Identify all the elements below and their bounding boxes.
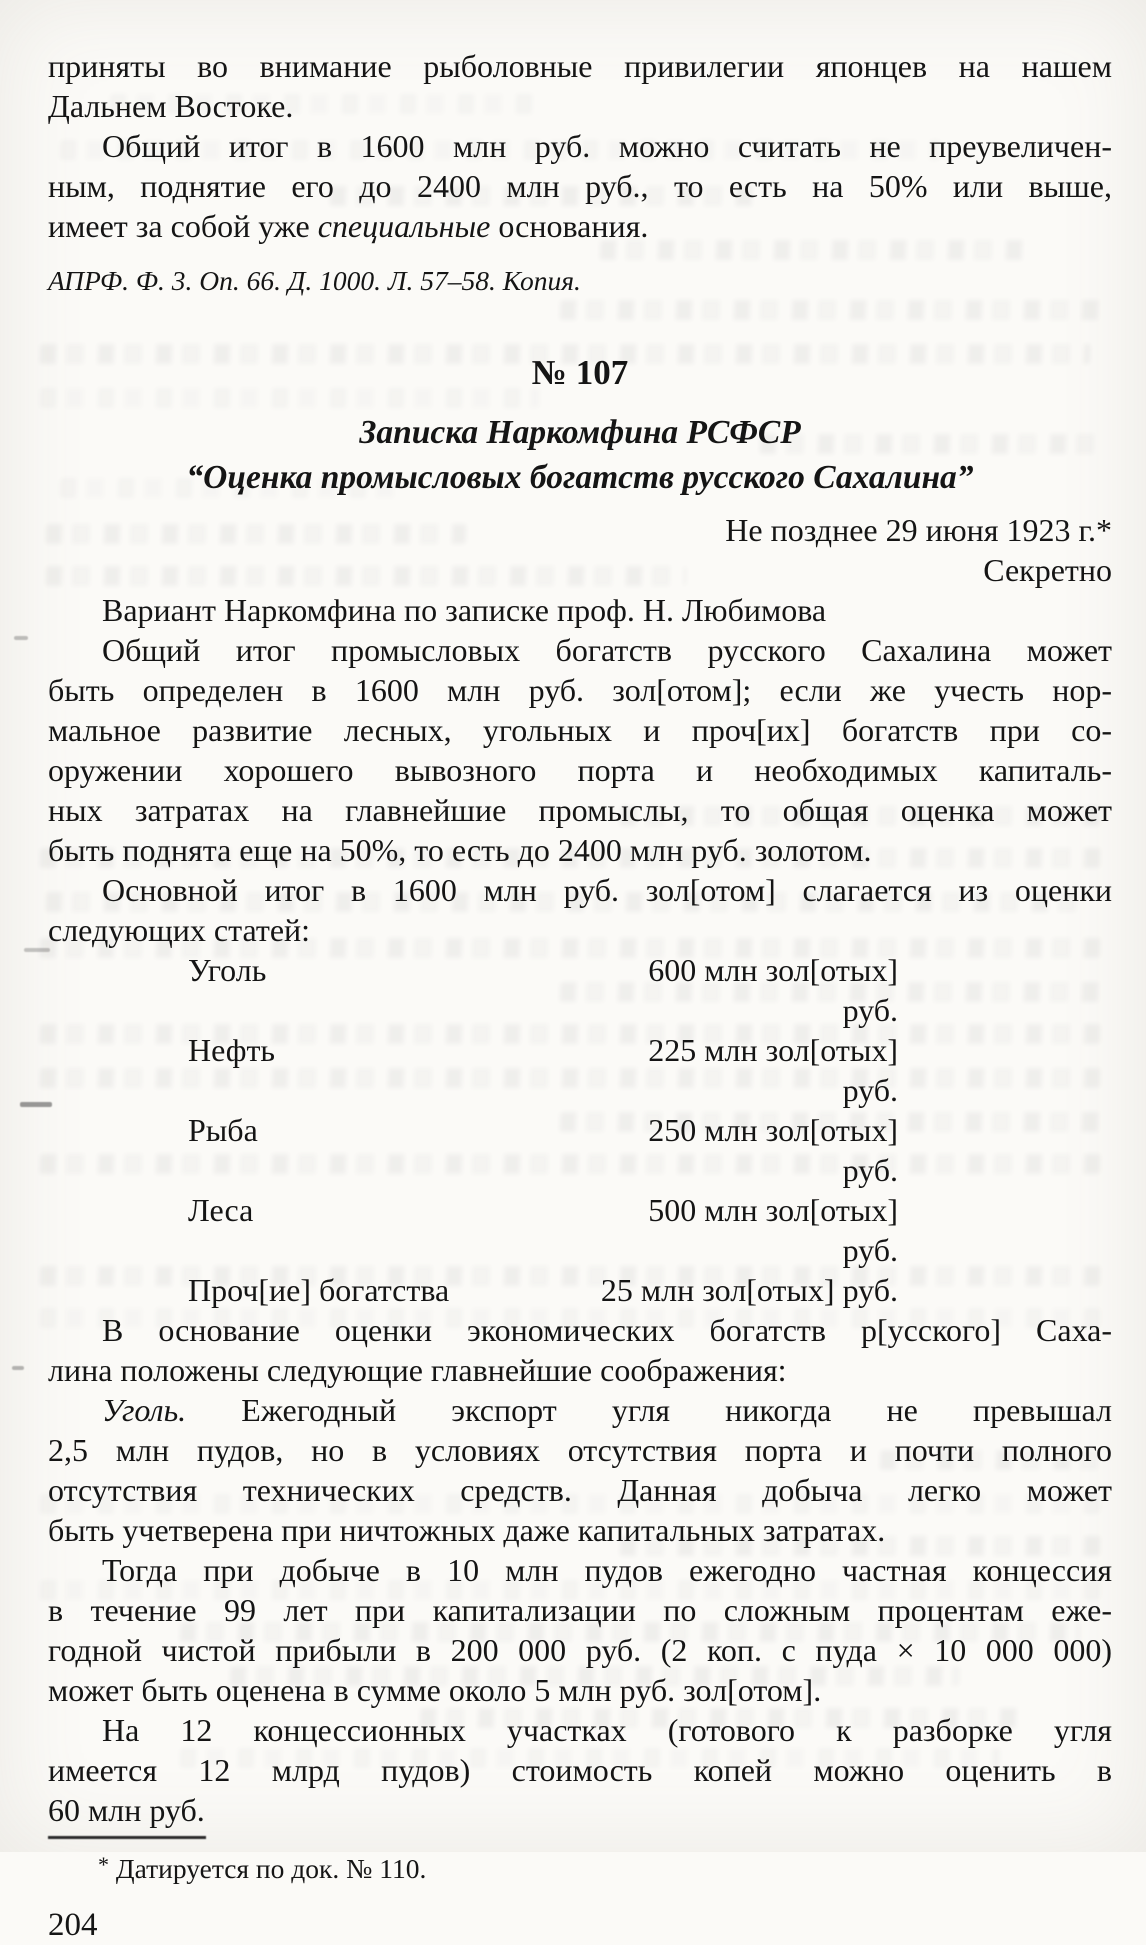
text-line: следующих статей: [48,912,311,948]
text-line: быть определен в 1600 млн руб. зол[отом]; если же учесть нор- [48,672,1112,708]
valuation-table [188,950,1112,1310]
paragraph-narkomfin-variant [48,590,1112,630]
text-line: Вариант Наркомфина по записке проф. Н. Любимова [102,592,827,628]
paragraph-coal [48,1390,1112,1550]
text-line: В основание оценки экономических богатств р[усского] Саха- [102,1312,1112,1348]
paragraph-main-total-breakdown [48,870,1112,950]
text-line: 60 млн руб. [48,1792,205,1828]
text-line: Общий итог в 1600 млн руб. можно считать не преувеличен- [102,128,1112,164]
document-number: № 107 [531,353,629,392]
document-title-line1: Записка Наркомфина РСФСР [359,414,801,451]
text-line: приняты во внимание рыболовные привилегии японцев на нашем [48,48,1112,84]
footnote [98,1847,1112,1887]
table-row [188,950,1112,1030]
table-row [188,1190,1112,1270]
date-note: Не позднее 29 июня 1923 г.* [725,512,1112,548]
table-row [188,1270,1112,1310]
paragraph-concession-plots [48,1710,1112,1830]
text-line: быть учетверена при ничтожных даже капитальных затратах. [48,1512,886,1548]
text-line: Уголь. Ежегодный экспорт угля никогда не превышал [102,1392,1112,1428]
text-line: оружении хорошего вывозного порта и необходимых капиталь- [48,752,1112,788]
table-item-label: Рыба [188,1112,258,1148]
classification-label: Секретно [983,552,1112,588]
table-row [188,1030,1112,1110]
text-line: Дальнем Востоке. [48,88,294,124]
page-number: 204 [48,1907,98,1943]
footnote-marker: * [98,1852,109,1877]
table-item-label: Нефть [188,1032,276,1068]
table-item-label: Уголь [188,952,267,988]
footnote-text: Датируется по док. № 110. [109,1853,427,1884]
footnote-separator [48,1836,206,1839]
paragraph-overall-total [48,630,1112,870]
table-item-value: 500 млн зол[отых] руб. [648,1192,898,1268]
table-item-value: 600 млн зол[отых] руб. [648,952,898,1028]
text-line: ным, поднятие его до 2400 млн руб., то есть на 50% или выше, [48,168,1112,204]
table-row [188,1110,1112,1190]
text-line: быть поднята еще на 50%, то есть до 2400 млн руб. золотом. [48,832,872,868]
text-line: ных затратах на главнейшие промыслы, то общая оценка может [48,792,1112,828]
text-line: Тогда при добыче в 10 млн пудов ежегодно частная концессия [102,1552,1112,1588]
text-line: Общий итог промысловых богатств русского Сахалина может [102,632,1112,668]
text-line: имеется 12 млрд пудов) стоимость копей можно оценить в [48,1752,1112,1788]
text-line: отсутствия технических средств. Данная добыча легко может [48,1472,1112,1508]
text-line: 2,5 млн пудов, но в условиях отсутствия порта и почти полного [48,1432,1112,1468]
document-title [48,410,1112,500]
paragraph-total-estimate [48,126,1112,246]
text-line: Основной итог в 1600 млн руб. зол[отом] слагается из оценки [102,872,1112,908]
table-item-value: 25 млн зол[отых] руб. [600,1272,898,1308]
text-line: На 12 концессионных участках (готового к разборке угля [102,1712,1112,1748]
paragraph-concession [48,1550,1112,1710]
paragraph-basis-of-estimate [48,1310,1112,1390]
text-line: может быть оценена в сумме около 5 млн руб. зол[отом]. [48,1672,822,1708]
text-line: в течение 99 лет при капитализации по сложным процентам еже- [48,1592,1112,1628]
text-line: лина положены следующие главнейшие соображения: [48,1352,787,1388]
table-item-label: Леса [188,1192,254,1228]
table-item-value: 250 млн зол[отых] руб. [648,1112,898,1188]
archive-reference: АПРФ. Ф. 3. Оп. 66. Д. 1000. Л. 57–58. Копия. [48,265,581,296]
table-item-label: Проч[ие] богатства [188,1272,450,1308]
paragraph-continued-from-previous-page [48,46,1112,126]
text-line: мальное развитие лесных, угольных и проч[их] богатств при со- [48,712,1112,748]
table-item-value: 225 млн зол[отых] руб. [648,1032,898,1108]
text-line: годной чистой прибыли в 200 000 руб. (2 коп. с пуда × 10 000 000) [48,1632,1112,1668]
document-title-line2: “Оценка промысловых богатств русского Сахалина” [186,459,974,496]
text-line: имеет за собой уже специальные основания. [48,208,649,244]
